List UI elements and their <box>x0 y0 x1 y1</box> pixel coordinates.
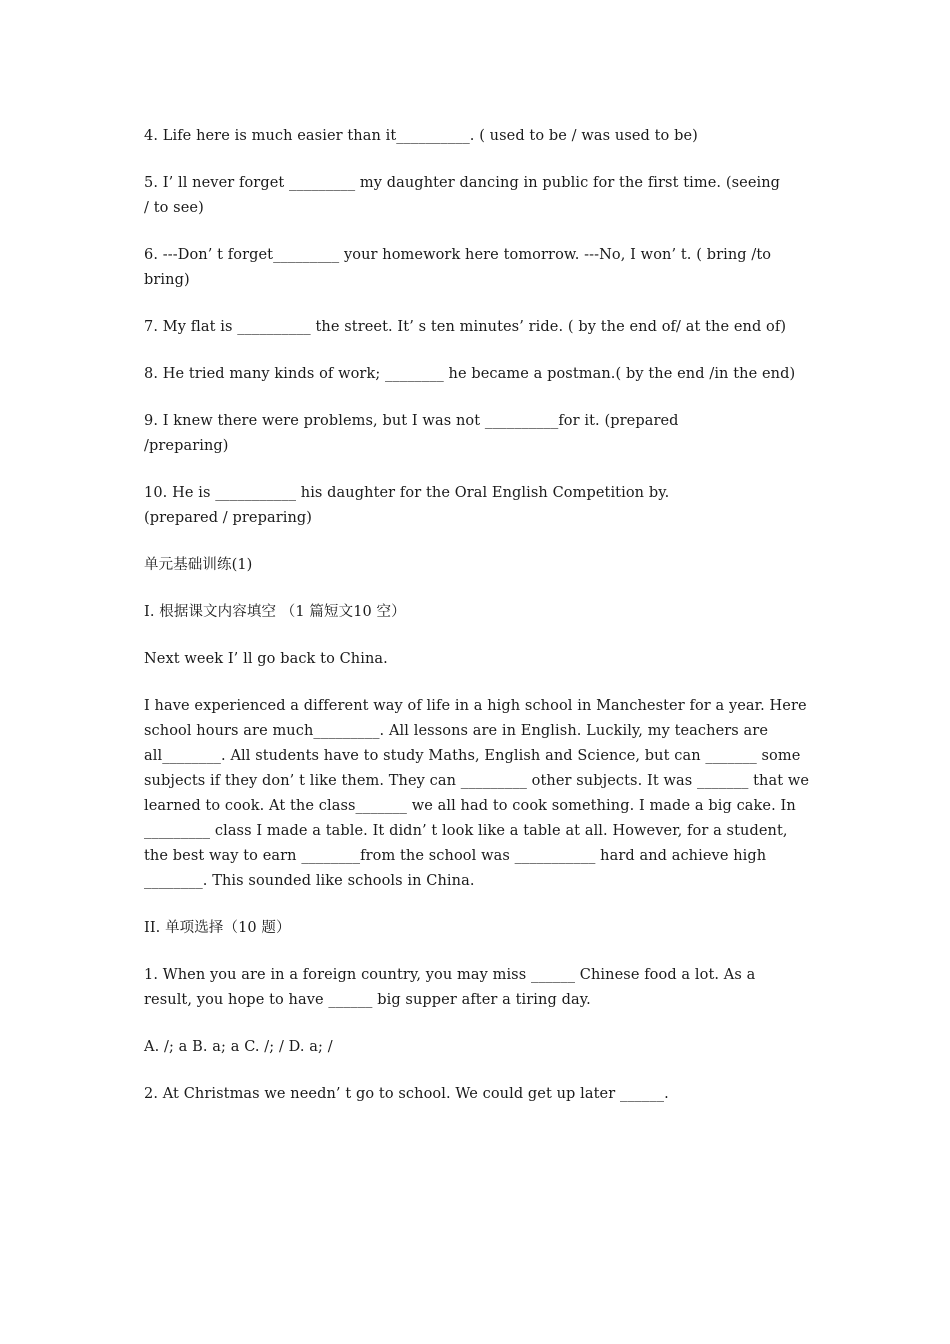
question-5: 5. I’ ll never forget _________ my daughter dancing in public for the first time. (seeing / to see) <box>144 175 781 216</box>
document-page <box>144 124 816 1129</box>
passage-intro: Next week I’ ll go back to China. <box>144 651 388 667</box>
section-1-heading: I. 根据课文内容填空 （1 篇短文10 空） <box>144 604 406 620</box>
question-6: 6. ---Don’ t forget_________ your homework here tomorrow. ---No, I won’ t. ( bring /to bring) <box>144 247 772 288</box>
passage-body: I have experienced a different way of life in a high school in Manchester for a year. Here school hours are much_________. All lessons are in English. Luckily, my teachers are all________. All students have to study Maths, English and Science, but can _______ some subjects if they don’ t like them. They can _________ other subjects. It was _______ that we learned to cook. At the class_______ we all had to cook something. I made a big cake. In _________ class I made a table. It didn’ t look like a table at all. However, for a student, the best way to earn ________from the school was ___________ hard and achieve high ________. This sounded like schools in China. <box>144 698 810 889</box>
section-2-heading: II. 单项选择（10 题） <box>144 920 291 936</box>
mc-question-1-options: A. /; a B. a; a C. /; / D. a; / <box>144 1039 333 1055</box>
question-10: 10. He is ___________ his daughter for the Oral English Competition by. (prepared / preparing) <box>144 485 670 526</box>
question-8: 8. He tried many kinds of work; ________ he became a postman.( by the end /in the end) <box>144 366 796 382</box>
question-9: 9. I knew there were problems, but I was not __________for it. (prepared /preparing) <box>144 413 679 454</box>
question-4: 4. Life here is much easier than it__________. ( used to be / was used to be) <box>144 128 698 144</box>
question-7: 7. My flat is __________ the street. It’ s ten minutes’ ride. ( by the end of/ at the end of) <box>144 319 787 335</box>
mc-question-2: 2. At Christmas we needn’ t go to school. We could get up later ______. <box>144 1086 669 1102</box>
mc-question-1: 1. When you are in a foreign country, you may miss ______ Chinese food a lot. As a result, you hope to have ______ big supper after a tiring day. <box>144 967 756 1008</box>
unit-heading: 单元基础训练(1) <box>144 557 253 573</box>
